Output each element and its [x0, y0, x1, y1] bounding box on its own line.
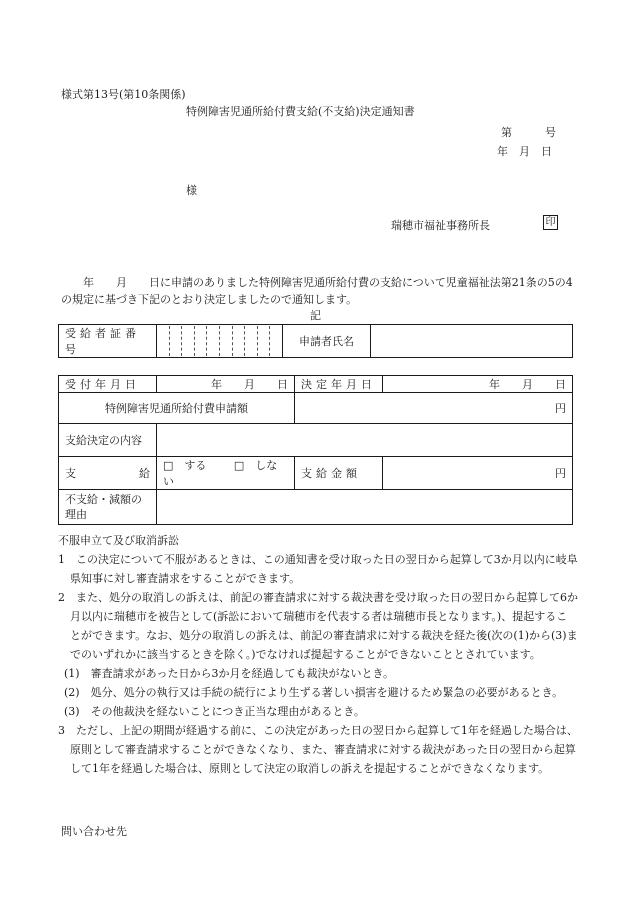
- claim-amount-label: 特例障害児通所給付費申請額: [59, 393, 295, 424]
- applicant-name-label: 申請者氏名: [283, 325, 371, 358]
- ki-heading: 記: [310, 309, 321, 322]
- decision-date-field[interactable]: 年 月 日: [383, 376, 573, 393]
- form-number: 様式第13号(第10条関係): [61, 88, 186, 101]
- payment-label-left: 支: [65, 467, 76, 480]
- note-1: 1 この決定について不服があるときは、この通知書を受け取った日の翌日から起算して3か月以内に岐阜県知事に対し審査請求をすることができます。: [58, 553, 578, 585]
- applicant-name-field[interactable]: [371, 325, 573, 358]
- document-number: 第 号: [501, 126, 556, 139]
- reason-label: [59, 490, 157, 525]
- addressee: 様: [186, 184, 197, 197]
- note-3: 3 ただし、上記の期間が経過する前に、この決定があった日の翌日から起算して1年を経過した場合は、原則として審査請求することができなくなり、また、審査請求に対する裁決があった日の翌日から起算して1年を経過した場合は、原則として決定の取消しの訴えを提起することができなくなります。: [58, 724, 578, 775]
- cert-number-field[interactable]: [157, 325, 283, 358]
- document-title: 特例障害児通所給付費支給(不支給)決定通知書: [186, 105, 415, 118]
- document-date: 年 月 日: [497, 145, 552, 158]
- decision-table: [58, 375, 573, 525]
- payment-amount-label: 支給金額: [295, 457, 383, 490]
- receipt-date-field[interactable]: 年 月 日: [157, 376, 295, 393]
- cert-number-label: 受給者証番号: [59, 325, 157, 358]
- claim-amount-field[interactable]: 円: [295, 393, 573, 424]
- note-2-sub-2: (2) 処分、処分の執行又は手続の続行により生ずる著しい損害を避けるため緊急の必要があるとき。: [64, 686, 564, 699]
- payment-label-right: 給: [139, 467, 150, 480]
- sender-name: 瑞穂市福祉事務所長: [391, 219, 490, 232]
- option-yes-checkbox[interactable]: □ する: [163, 459, 207, 472]
- reason-label-text: 不支給・減額の理由: [65, 493, 142, 521]
- option-no-checkbox[interactable]: □ しない: [163, 459, 278, 488]
- contact-label: 問い合わせ先: [61, 825, 127, 838]
- decision-content-field[interactable]: [157, 424, 573, 457]
- payment-options: [157, 457, 295, 490]
- payment-amount-field[interactable]: 円: [383, 457, 573, 490]
- receipt-date-label: 受付年月日: [59, 376, 157, 393]
- applicant-table: [58, 324, 573, 358]
- appeal-notes: [58, 531, 578, 778]
- notes-heading: 不服申立て及び取消訴訟: [58, 534, 179, 547]
- decision-date-label: 決定年月日: [295, 376, 383, 393]
- decision-content-label: 支給決定の内容: [59, 424, 157, 457]
- payment-label: [59, 457, 157, 490]
- reason-field[interactable]: [157, 490, 573, 525]
- note-2: 2 また、処分の取消しの訴えは、前記の審査請求に対する裁決書を受け取った日の翌日から起算して6か月以内に瑞穂市を被告として(訴訟において瑞穂市を代表する者は瑞穂市長となります。)、提起することができます。なお、処分の取消しの訴えは、前記の審査請求に対する裁決を経た後(次の(1)から(3)までのいずれかに該当するときを除く。)でなければ提起することができないこととされています。: [58, 591, 578, 661]
- note-2-sub-1: (1) 審査請求があった日から3か月を経過しても裁決がないとき。: [64, 667, 395, 680]
- seal-box: 印: [543, 215, 558, 230]
- body-paragraph: 年 月 日に申請のありました特例障害児通所給付費の支給について児童福祉法第21条の5の4の規定に基づき下記のとおり決定しましたので通知します。: [61, 276, 573, 306]
- note-2-sub-3: (3) その他裁決を経ないことにつき正当な理由があるとき。: [64, 705, 365, 718]
